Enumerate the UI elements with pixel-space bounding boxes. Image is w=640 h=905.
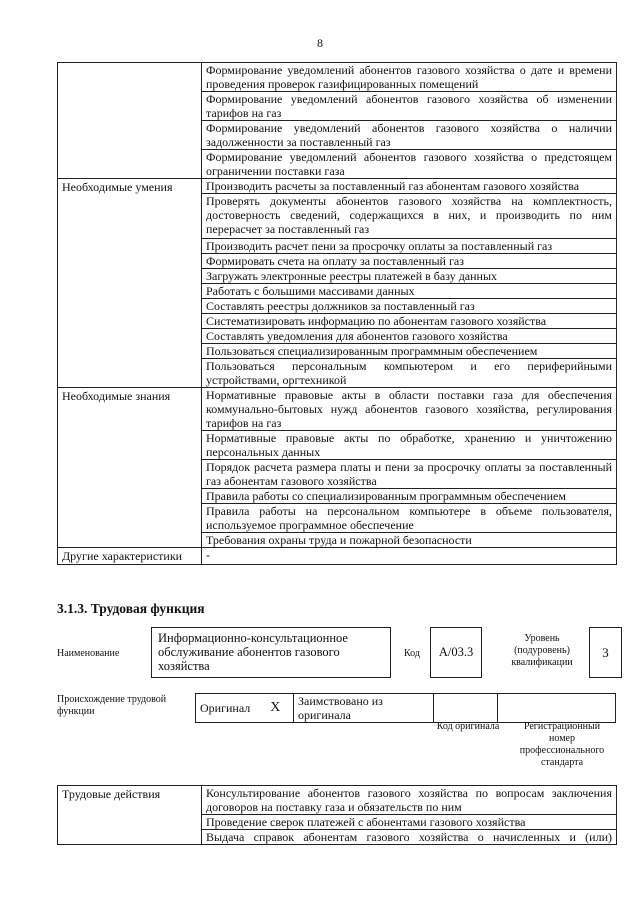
name-label: Наименование (57, 648, 120, 659)
table-cell: Формирование уведомлений абонентов газового хозяйства о наличии задолженности за поставленный газ (202, 121, 617, 150)
table-cell: Пользоваться персональным компьютером и его периферийными устройствами, оргтехникой (202, 359, 617, 388)
table-cell: Проверять документы абонентов газового хозяйства на комплектность, достоверность сведений, содержащихся в них, и производить по ним перерасчет за поставленный газ (202, 194, 617, 239)
table-cell: Правила работы со специализированным программным обеспечением (202, 489, 617, 504)
code-label: Код (404, 648, 420, 659)
other-value: - (202, 548, 617, 565)
table-cell: Правила работы на персональном компьютере в объеме пользователя, используемое программное обеспечение (202, 504, 617, 533)
table-cell: Нормативные правовые акты в области поставки газа для обеспечения коммунально-бытовых нужд абонентов газового хозяйства, регулирования тарифов на газ (202, 388, 617, 431)
table-cell: Консультирование абонентов газового хозяйства по вопросам заключения договоров на поставку газа и обязательств по ним (202, 786, 617, 815)
original-mark: X (258, 694, 294, 723)
actions-label: Трудовые действия (58, 786, 202, 845)
origin-label: Происхождение трудовой функции (57, 694, 167, 717)
table-row (196, 694, 616, 723)
table-row (58, 786, 617, 815)
table-cell: Проведение сверок платежей с абонентами газового хозяйства (202, 815, 617, 830)
code-original-cell (434, 694, 498, 723)
table-cell: Составлять уведомления для абонентов газового хозяйства (202, 329, 617, 344)
original-label: Оригинал (196, 694, 258, 723)
table-cell: Пользоваться специализированным программным обеспечением (202, 344, 617, 359)
table-cell: Формировать счета на оплату за поставленный газ (202, 254, 617, 269)
origin-table (195, 693, 616, 723)
actions-table (57, 785, 617, 845)
section-title: 3.1.3. Трудовая функция (57, 601, 205, 616)
code-box: А/03.3 (430, 627, 482, 678)
borrowed-label: Заимствовано из оригинала (294, 694, 434, 723)
table-cell: Формирование уведомлений абонентов газового хозяйства о дате и времени проведения проверок газифицированных помещений (202, 63, 617, 92)
knowledge-label: Необходимые знания (58, 388, 202, 548)
page-number: 8 (317, 36, 323, 50)
skills-label: Необходимые умения (58, 179, 202, 388)
level-label: Уровень (подуровень) квалификации (511, 633, 573, 668)
table-row (58, 548, 617, 565)
reg-number-cell (498, 694, 616, 723)
table-cell: Формирование уведомлений абонентов газового хозяйства о предстоящем ограничении поставки газа (202, 150, 617, 179)
table-row (58, 179, 617, 194)
empty-label-cell (58, 63, 202, 179)
skills-table (57, 62, 617, 565)
table-row (58, 388, 617, 431)
table-cell: Систематизировать информацию по абонентам газового хозяйства (202, 314, 617, 329)
table-cell: Производить расчет пени за просрочку оплаты за поставленный газ (202, 239, 617, 254)
level-box: 3 (589, 627, 622, 678)
table-cell: Загружать электронные реестры платежей в базу данных (202, 269, 617, 284)
table-row (58, 63, 617, 92)
table-cell: Производить расчеты за поставленный газ абонентам газового хозяйства (202, 179, 617, 194)
function-name-box: Информационно-консультационное обслуживание абонентов газового хозяйства (151, 627, 391, 678)
table-cell: Требования охраны труда и пожарной безопасности (202, 533, 617, 548)
table-cell: Выдача справок абонентам газового хозяйства о начисленных и (или) (202, 830, 617, 845)
code-original-label: Код оригинала (436, 721, 500, 732)
reg-number-label: Регистрационный номер профессионального стандарта (519, 721, 605, 768)
table-cell: Составлять реестры должников за поставленный газ (202, 299, 617, 314)
other-label: Другие характеристики (58, 548, 202, 565)
table-cell: Формирование уведомлений абонентов газового хозяйства об изменении тарифов на газ (202, 92, 617, 121)
table-cell: Нормативные правовые акты по обработке, хранению и уничтожению персональных данных (202, 431, 617, 460)
table-cell: Порядок расчета размера платы и пени за просрочку оплаты за поставленный газ абонентам газового хозяйства (202, 460, 617, 489)
table-cell: Работать с большими массивами данных (202, 284, 617, 299)
